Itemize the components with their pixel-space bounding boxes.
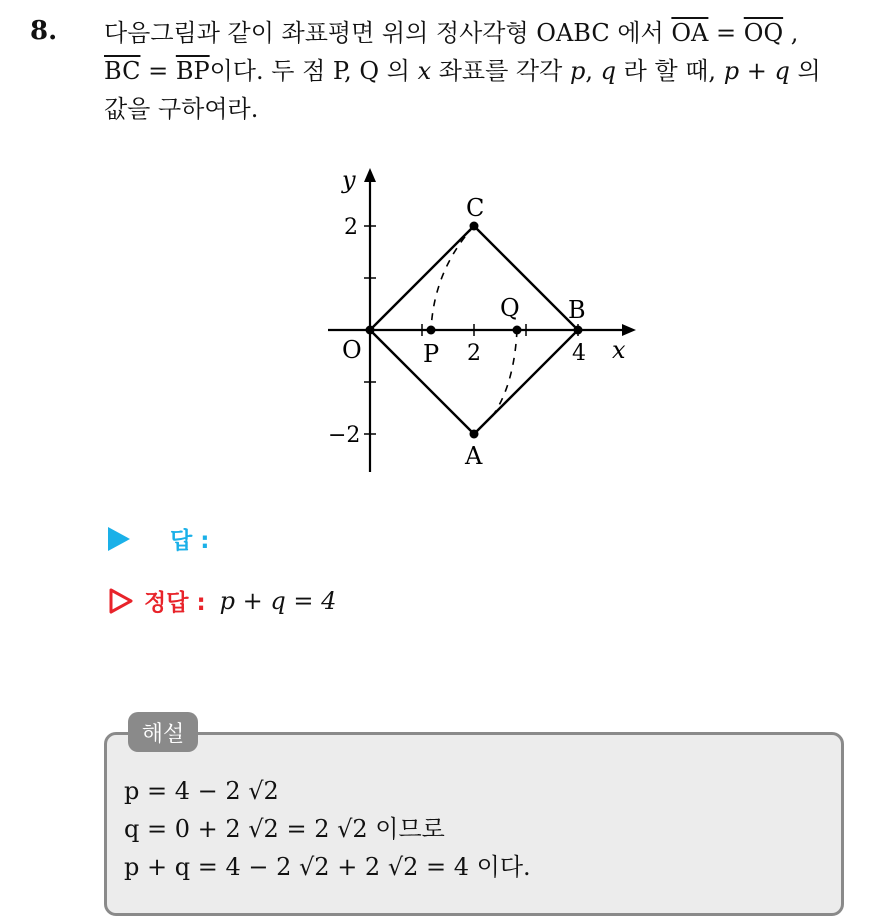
label-point-a: A [465,442,483,470]
label-x: x [612,336,626,364]
question-line-3: 값을 구하여라. [104,95,259,123]
line1-end: , [783,19,799,47]
question-line-1 [104,14,864,52]
point-q [513,326,522,335]
label-point-o: O [342,336,362,364]
arc-c-to-p [431,226,474,330]
label-point-c: C [466,194,485,222]
answer-label: 답 : [170,528,210,554]
play-triangle-icon [108,527,130,551]
point-a [470,430,479,439]
answer-row [108,522,209,555]
y-axis-arrow [364,168,376,182]
correct-answer-label: 정답 : [144,590,206,616]
point-p [427,326,436,335]
tick-label-x-4: 4 [572,341,586,366]
tick-label-x-2: 2 [467,341,481,366]
var-q: q [600,57,616,85]
question-line-2 [104,52,864,90]
var-x: x [417,57,432,85]
outline-triangle-icon [108,588,134,614]
question-text [104,14,864,128]
arc-q-to-a [488,330,517,422]
label-y: y [342,166,356,194]
segment-oa: $\overline{OA}$ [671,19,709,47]
x-axis-arrow [622,324,636,336]
expr-p-plus-q: p + q [723,57,790,85]
solution-line-1: p = 4 − 2 √2 [124,777,279,805]
line2b-text: 좌표를 각각 [438,57,563,85]
solution-tab: 해설 [128,712,198,752]
correct-answer-value: p + q = 4 [219,586,337,615]
equals-1: = [708,19,744,47]
point-b [574,326,583,335]
point-c [470,222,479,231]
segment-bp: $\overline{BP}$ [175,57,210,85]
line2c-text: 라 할 때, [623,57,717,85]
tick-label-y-m2: −2 [328,423,361,448]
label-point-b: B [568,296,586,324]
label-point-p: P [423,340,440,368]
line2d-text: 의 [797,57,821,85]
segment-oq: $\overline{OQ}$ [743,19,784,47]
equals-2: = [140,57,176,85]
solution-line-2: q = 0 + 2 √2 = 2 √2 이므로 [124,815,445,843]
question-line1-text: 다음그림과 같이 좌표평면 위의 정사각형 OABC 에서 [104,19,664,47]
tick-label-y-2: 2 [344,215,358,240]
comma: , [585,57,593,85]
var-p: p [569,57,586,85]
label-point-q: Q [500,294,520,322]
question-number: 8. [30,16,58,46]
solution-lines [124,772,531,886]
coordinate-figure [310,160,650,490]
segment-bc: $\overline{BC}$ [104,57,141,85]
correct-answer-row [108,584,336,617]
point-o [366,326,375,335]
figure-svg [310,160,650,490]
solution-line-3: p + q = 4 − 2 √2 + 2 √2 = 4 이다. [124,853,531,881]
line2-text: 이다. 두 점 P, Q 의 [209,57,410,85]
